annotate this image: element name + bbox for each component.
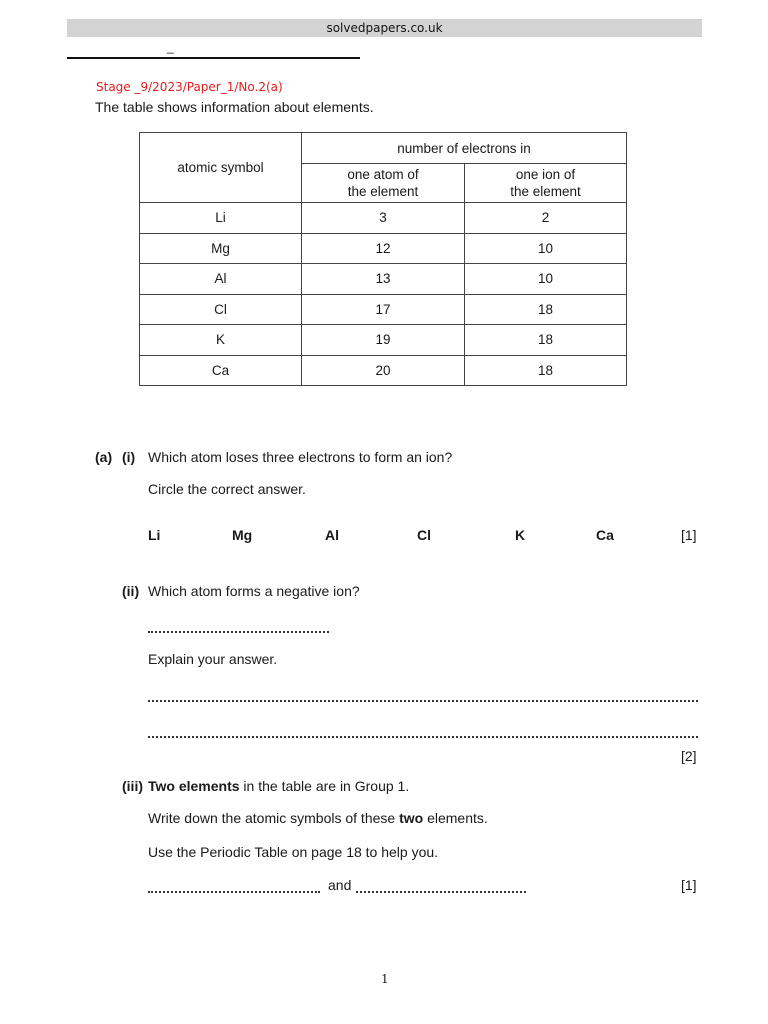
- table-row: [140, 233, 627, 264]
- marks-ii: [2]: [681, 748, 697, 764]
- cell-atom-electrons: 19: [302, 325, 465, 356]
- header-number-of-electrons: number of electrons in: [302, 133, 627, 164]
- part-i-label: (i): [122, 449, 136, 465]
- question-reference: Stage _9/2023/Paper_1/No.2(a): [96, 80, 283, 94]
- question-ii-text: Which atom forms a negative ion?: [148, 583, 360, 599]
- cell-ion-electrons: 10: [465, 233, 627, 264]
- answer-option-ca[interactable]: Ca: [596, 527, 614, 543]
- question-iii-instruction: Write down the atomic symbols of these two elements.: [148, 810, 488, 826]
- cell-symbol: Li: [140, 203, 302, 234]
- cell-symbol: Ca: [140, 355, 302, 386]
- part-iii-label: (iii): [122, 778, 143, 794]
- answer-line-ii-atom[interactable]: [148, 631, 329, 633]
- answer-option-li[interactable]: Li: [148, 527, 161, 543]
- answer-option-cl[interactable]: Cl: [417, 527, 431, 543]
- cell-symbol: Cl: [140, 294, 302, 325]
- underscore-mark: _: [167, 40, 174, 54]
- cell-ion-electrons: 2: [465, 203, 627, 234]
- answer-line-iii-first[interactable]: [148, 891, 320, 893]
- header-one-ion: one ion of the element: [465, 164, 627, 203]
- elements-table: [139, 132, 627, 386]
- question-i-text: Which atom loses three electrons to form an ion?: [148, 449, 453, 465]
- answer-option-mg[interactable]: Mg: [232, 527, 253, 543]
- marks-i: [1]: [681, 527, 697, 543]
- answer-option-al[interactable]: Al: [325, 527, 339, 543]
- intro-text: The table shows information about elements.: [95, 99, 374, 115]
- header-rule: [67, 57, 360, 59]
- cell-atom-electrons: 17: [302, 294, 465, 325]
- table-row: [140, 355, 627, 386]
- table-row: [140, 325, 627, 356]
- header-one-atom: one atom of the element: [302, 164, 465, 203]
- header-atomic-symbol: atomic symbol: [140, 133, 302, 203]
- answer-line-iii-second[interactable]: [356, 891, 526, 893]
- page-number: 1: [381, 972, 389, 986]
- cell-atom-electrons: 12: [302, 233, 465, 264]
- answer-line-ii-explain-2[interactable]: [148, 736, 698, 738]
- cell-symbol: Mg: [140, 233, 302, 264]
- part-ii-label: (ii): [122, 583, 140, 599]
- marks-iii: [1]: [681, 877, 697, 893]
- table-row: [140, 264, 627, 295]
- cell-symbol: K: [140, 325, 302, 356]
- answer-line-ii-explain-1[interactable]: [148, 700, 698, 702]
- table-row: [140, 203, 627, 234]
- question-ii-explain: Explain your answer.: [148, 651, 278, 667]
- question-iii-text: Two elements in the table are in Group 1.: [148, 778, 410, 794]
- answer-option-k[interactable]: K: [515, 527, 526, 543]
- cell-symbol: Al: [140, 264, 302, 295]
- cell-ion-electrons: 18: [465, 325, 627, 356]
- part-a-label: (a): [95, 449, 113, 465]
- question-i-instruction: Circle the correct answer.: [148, 481, 306, 497]
- cell-ion-electrons: 10: [465, 264, 627, 295]
- and-word: and: [328, 877, 352, 893]
- cell-ion-electrons: 18: [465, 355, 627, 386]
- cell-atom-electrons: 20: [302, 355, 465, 386]
- cell-atom-electrons: 13: [302, 264, 465, 295]
- table-row: [140, 294, 627, 325]
- cell-ion-electrons: 18: [465, 294, 627, 325]
- question-iii-hint: Use the Periodic Table on page 18 to help you.: [148, 844, 439, 860]
- site-header: solvedpapers.co.uk: [67, 19, 702, 37]
- cell-atom-electrons: 3: [302, 203, 465, 234]
